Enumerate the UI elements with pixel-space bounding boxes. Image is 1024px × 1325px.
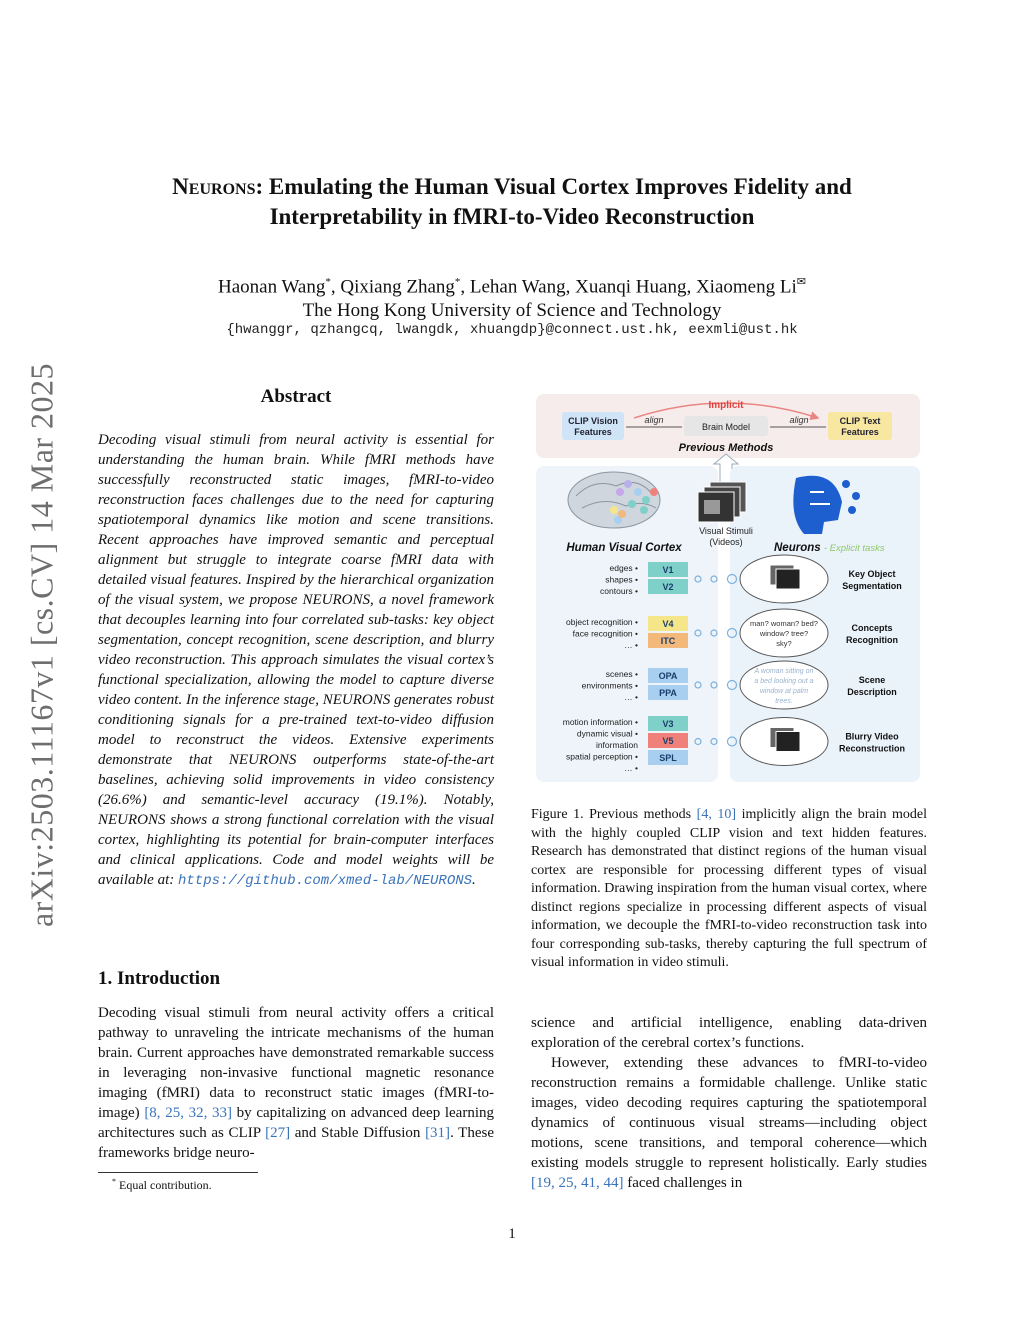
clip-text-label-1: CLIP Text: [839, 416, 881, 426]
footnote-mark: *: [112, 1177, 116, 1186]
feature-label: spatial perception •: [566, 751, 638, 762]
footnote-rule: [98, 1172, 258, 1173]
feature-label: shapes •: [605, 574, 638, 585]
region-label: V2: [662, 582, 674, 592]
task-label: Key Object: [848, 569, 896, 579]
intro-body: [98, 1003, 494, 1163]
intro-text-3: and Stable Diffusion: [290, 1125, 426, 1141]
intro-heading: 1. Introduction: [98, 968, 221, 989]
visual-stimuli-label-1: Visual Stimuli: [699, 526, 753, 536]
feature-label: … •: [624, 640, 638, 650]
title-line-1: [100, 172, 924, 202]
task-label: Reconstruction: [838, 743, 906, 754]
right-paragraph-1: science and artificial intelligence, enabling data-driven exploration of the cerebral cortex’s functions.: [531, 1015, 927, 1051]
feature-label: environments •: [581, 680, 638, 691]
explicit-tasks-label: - Explicit tasks: [823, 543, 885, 554]
arxiv-stamp: [12, 345, 72, 945]
citation-link[interactable]: [31]: [425, 1125, 451, 1141]
author-emails: {hwanggr, qzhangcq, lwangdk, xhuangdp}@connect.ust.hk, eexmli@ust.hk: [226, 322, 798, 338]
task-label: Blurry Video: [845, 731, 899, 742]
abstract-end: .: [472, 872, 476, 888]
author-list: Haonan Wang*, Qixiang Zhang*, Lehan Wang, Xuanqi Huang, Xiaomeng Li✉: [218, 276, 806, 298]
video-stimuli-illustration: [698, 482, 746, 522]
page-number: 1: [508, 1226, 516, 1242]
intro-text-4: . These frameworks bridge neuro-: [98, 1125, 494, 1161]
cloud-text: trees.: [775, 698, 793, 705]
authors-block: [100, 270, 924, 323]
region-label: V5: [662, 736, 674, 746]
neurons-label: [774, 542, 885, 554]
author-rest: Lehan Wang, Xuanqi Huang, Xiaomeng Li: [469, 276, 797, 298]
feature-label: scenes •: [605, 669, 638, 679]
author-2-mark: *: [454, 276, 461, 288]
abstract-text: Decoding visual stimuli from neural activity is essential for understanding the human brain. While fMRI methods have successfully reconstructed static images, fMRI-to-video reconstruction faces challenges due to the need for capturing spatiotemporal dynamics like motion and scene transitions. Recent approaches have improved semantic and perceptual alignment but struggle to integrate coarse fMRI data with detailed visual features. Inspired by the hierarchical organization of the visual system, we propose NEURONS, a novel framework that decouples learning into four correlated sub-tasks: key object segmentation, concept recognition, scene description, and blurry video reconstruction. This approach simulates the visual cortex’s functional specialization, allowing the model to capture diverse video content. In the inference stage, NEURONS generates robust conditioning signals for a pre-trained text-to-video diffusion model to reconstruct the videos. Extensive experiments demonstrate that NEURONS outperforms state-of-the-art baselines, achieving solid improvements in video consistency (26.6%) and semantic-level accuracy (19.1%). Notably, NEURONS shows a strong functional correlation with the visual cortex, highlighting its potential for brain-computer interfaces and clinical applications. Code and model weights will be available at:: [98, 432, 494, 888]
title-line-1-rest: : Emulating the Human Visual Cortex Improves Fidelity and: [255, 174, 852, 199]
citation-link[interactable]: [27]: [265, 1125, 291, 1141]
citation-link[interactable]: [8, 25, 32, 33]: [144, 1105, 233, 1121]
clip-text-label-2: Features: [841, 427, 879, 437]
feature-label: edges •: [609, 563, 638, 573]
cloud-frame: [776, 732, 800, 752]
cloud-text: sky?: [776, 639, 792, 648]
align-left-label: align: [644, 415, 664, 425]
feature-label: … •: [624, 763, 638, 773]
feature-label: dynamic visual •: [576, 728, 638, 739]
region-label: V3: [662, 719, 674, 729]
citation-link[interactable]: [19, 25, 41, 44]: [531, 1175, 624, 1191]
abstract-body: [98, 430, 494, 891]
title-neurons: Neurons: [172, 174, 256, 199]
clip-vision-label-2: Features: [574, 427, 612, 437]
paper-title: [100, 172, 924, 232]
region-label: PPA: [659, 688, 677, 698]
citation-link[interactable]: [4, 10]: [696, 807, 737, 822]
task-label: Scene: [858, 675, 886, 685]
abstract-heading: Abstract: [260, 386, 332, 407]
feature-label: … •: [624, 692, 638, 702]
figure-caption: [531, 806, 927, 973]
right-paragraph-2-text: However, extending these advances to fMRI-to-video reconstruction remains a formidable challenge. Unlike static images, video decoding requires capturing the spatiotemporal dynamics of continuous visual streams—including object motions, scene transitions, and temporal coherence—which existing models struggle to represent holistically. Early studies: [531, 1055, 927, 1171]
feature-label: information: [595, 740, 638, 750]
neurons-label-text: Neurons: [774, 542, 821, 554]
caption-text-2: implicitly align the brain model with the highly coupled CLIP vision and text hidden features. Research has demonstrated that distinct regions of the human visual cortex are responsible for processing different types of visual information. Drawing inspiration from the human visual cortex, where distinct regions specialize in processing different aspects of visual information, we decouple the fMRI-to-video reconstruction task into four corresponding sub-tasks, thereby capturing the full spectrum of visual information in video stimuli.: [531, 807, 928, 970]
region-label: V1: [662, 565, 674, 575]
intro-text-1: Decoding visual stimuli from neural activity offers a critical pathway to unraveling the intricate mechanisms of the human brain. Current approaches have demonstrated remarkable success in leveraging non-invasive functional magnetic resonance imaging (fMRI) data to reconstruct static images (fMRI-to-image): [98, 1005, 494, 1121]
clip-vision-label-1: CLIP Vision: [568, 416, 618, 426]
arxiv-stamp-text: arXiv:2503.11167v1 [cs.CV] 14 Mar 2025: [23, 362, 60, 928]
author-1: Haonan Wang: [218, 276, 326, 298]
right-paragraph-2-end: faced challenges in: [623, 1175, 743, 1191]
feature-label: contours •: [600, 586, 638, 596]
cloud-text: man? woman? bed?: [750, 619, 818, 628]
task-label: Description: [847, 687, 897, 697]
cloud-text: window at palm: [759, 688, 809, 695]
cloud-frame: [776, 569, 800, 589]
feature-label: object recognition •: [566, 617, 638, 627]
region-label: ITC: [660, 636, 676, 646]
affiliation: The Hong Kong University of Science and Technology: [302, 300, 722, 322]
region-label: OPA: [658, 671, 678, 681]
caption-text-1: Figure 1. Previous methods: [531, 807, 697, 822]
task-label: Recognition: [846, 635, 898, 645]
align-right-label: align: [789, 415, 809, 425]
brain-illustration: [568, 472, 660, 528]
task-label: Segmentation: [842, 581, 902, 591]
right-paragraph-2: [531, 1053, 927, 1193]
brain-model-label: Brain Model: [701, 422, 751, 432]
region-label: SPL: [659, 753, 677, 763]
task-label: Concepts: [851, 623, 893, 633]
intro-text-2: by capitalizing on advanced deep learning architectures such as CLIP: [98, 1105, 494, 1141]
title-line-2: Interpretability in fMRI-to-Video Reconstruction: [269, 204, 755, 229]
author-1-mark: *: [325, 276, 331, 288]
footnote-text: Equal contribution.: [119, 1178, 212, 1192]
right-column-body: [531, 1013, 927, 1193]
cloud-text: A woman sitting on: [754, 668, 814, 675]
region-label: V4: [662, 619, 674, 629]
corresponding-mark: ✉: [796, 276, 806, 288]
figure-1: [534, 392, 924, 784]
footnote: [112, 1177, 212, 1193]
cloud-text: window? tree?: [759, 629, 809, 638]
feature-label: motion information •: [562, 717, 638, 727]
previous-methods-label: Previous Methods: [678, 442, 774, 454]
cloud-text: a bed looking out a: [754, 678, 814, 685]
human-visual-cortex-label: Human Visual Cortex: [566, 542, 682, 554]
feature-label: face recognition •: [572, 628, 638, 639]
author-2: Qixiang Zhang: [340, 276, 455, 298]
implicit-label: Implicit: [708, 400, 744, 411]
code-link[interactable]: https://github.com/xmed-lab/NEURONS: [177, 873, 473, 889]
visual-stimuli-label-2: (Videos): [709, 537, 743, 547]
